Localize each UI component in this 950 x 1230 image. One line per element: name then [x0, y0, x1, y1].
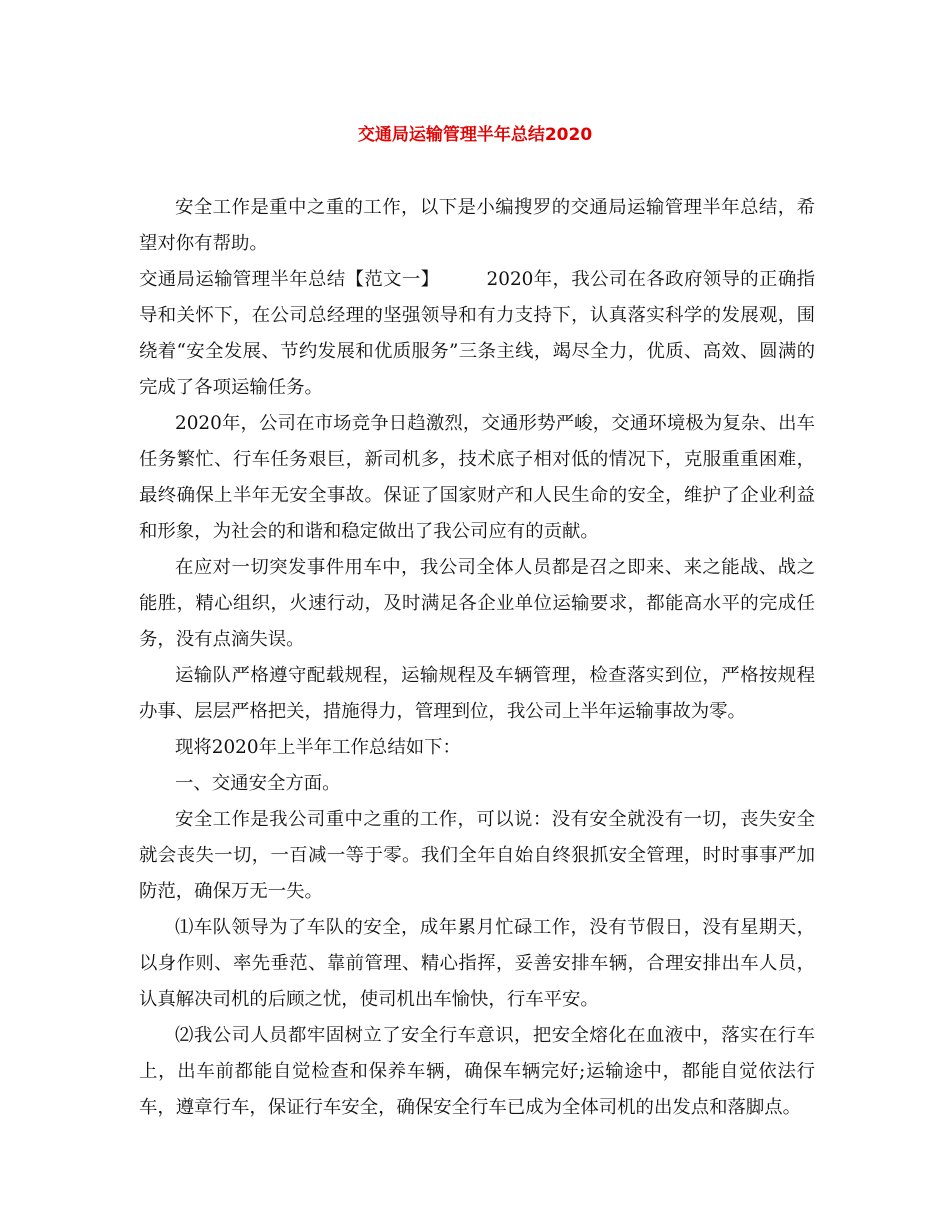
paragraph-safety-importance: 安全工作是我公司重中之重的工作，可以说：没有安全就没有一切，丧失安全就会丧失一切，一百减一等于零。我们全年自始自终狠抓安全管理，时时事事严加防范，确保万无一失。	[139, 809, 815, 902]
paragraph-emergency: 在应对一切突发事件用车中，我公司全体人员都是召之即来、来之能战、战之能胜，精心组织，火速行动，及时满足各企业单位运输要求，都能高水平的完成任务，没有点滴失误。	[139, 557, 815, 650]
paragraph-sample-one: 交通局运输管理半年总结【范文一】 2020年，我公司在各政府领导的正确指导和关怀下，在公司总经理的坚强领导和有力支持下，认真落实科学的发展观，围绕着“安全发展、节约发展和优质服务”三条主线，竭尽全力，优质、高效、圆满的完成了各项运输任务。	[139, 269, 815, 398]
paragraph-intro: 安全工作是重中之重的工作，以下是小编搜罗的交通局运输管理半年总结，希望对你有帮助。	[139, 197, 815, 254]
paragraph-item-2: ⑵我公司人员都牢固树立了安全行车意识，把安全熔化在血液中，落实在行车上，出车前都能自觉检查和保养车辆，确保车辆完好;运输途中，都能自觉依法行车，遵章行车，保证行车安全，确保安全行车已成为全体司机的出发点和落脚点。	[139, 1025, 815, 1118]
paragraph-summary-intro: 现将2020年上半年工作总结如下：	[175, 737, 461, 758]
paragraph-regulations: 运输队严格遵守配载规程，运输规程及车辆管理，检查落实到位，严格按规程办事、层层严格把关，措施得力，管理到位，我公司上半年运输事故为零。	[139, 665, 815, 722]
document-body	[139, 190, 815, 1126]
section-heading-traffic-safety: 一、交通安全方面。	[175, 773, 341, 794]
document-title: 交通局运输管理半年总结2020	[357, 125, 593, 145]
paragraph-item-1: ⑴车队领导为了车队的安全，成年累月忙碌工作，没有节假日，没有星期天，以身作则、率先垂范、靠前管理、精心指挥，妥善安排车辆，合理安排出车人员，认真解决司机的后顾之忧，使司机出车愉快，行车平安。	[139, 917, 815, 1010]
paragraph-2020-situation: 2020年，公司在市场竞争日趋激烈，交通形势严峻，交通环境极为复杂、出车任务繁忙、行车任务艰巨，新司机多，技术底子相对低的情况下，克服重重困难，最终确保上半年无安全事故。保证了国家财产和人民生命的安全，维护了企业利益和形象，为社会的和谐和稳定做出了我公司应有的贡献。	[139, 413, 815, 542]
